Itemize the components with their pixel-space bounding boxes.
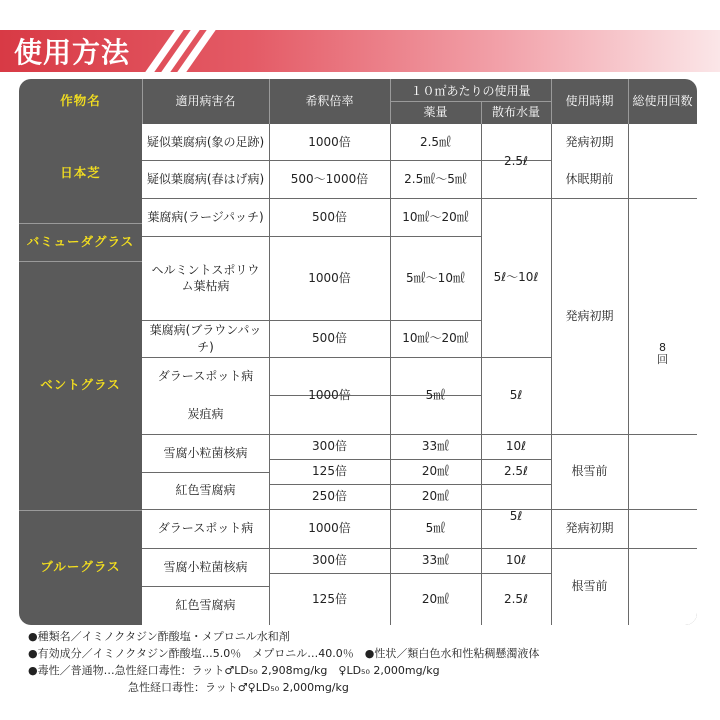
water-cell: 2.5ℓ	[503, 591, 529, 606]
chem-cell: 2.5㎖～5㎖	[404, 171, 467, 186]
title-banner	[0, 30, 720, 72]
disease-cell: 雪腐小粒菌核病	[163, 445, 248, 460]
disease-cell: 紅色雪腐病	[175, 598, 236, 613]
disease-cell: 疑似葉腐病(春はげ病)	[146, 171, 265, 186]
chem-cell: 20㎖	[421, 464, 450, 479]
disease-cell: 葉腐病(ラージパッチ)	[147, 209, 264, 224]
disease-cell: 炭疽病	[187, 407, 224, 422]
product-notes	[28, 628, 539, 696]
chem-cell: 20㎖	[421, 489, 450, 504]
header-divider	[390, 101, 551, 102]
timing-cell: 発病初期	[565, 134, 614, 149]
note-type: ●種類名／イミノクタジン酢酸塩・メプロニル水和剤	[28, 630, 290, 643]
header-divider	[551, 79, 552, 124]
disease-cell: ヘルミントスポリウム葉枯病	[151, 262, 260, 293]
total-uses-cell	[628, 124, 697, 584]
disease-cell: 疑似葉腐病(象の足跡)	[146, 134, 265, 149]
dilution-cell: 1000倍	[308, 388, 351, 403]
dilution-cell: 300倍	[312, 553, 347, 568]
header-disease: 適用病害名	[175, 94, 236, 109]
chem-cell: 20㎖	[421, 591, 450, 606]
dilution-cell: 1000倍	[308, 134, 351, 149]
note-ingredients: ●有効成分／イミノクタジン酢酸塩…5.0％ メプロニル…40.0％ ●性状／類白色水和性粘稠懸濁液体	[28, 647, 540, 660]
water-cell: 10ℓ	[505, 553, 527, 568]
dilution-cell: 125倍	[312, 591, 347, 606]
dilution-cell: 300倍	[312, 439, 347, 454]
crop-divider	[19, 261, 142, 262]
dilution-cell: 1000倍	[308, 521, 351, 536]
timing-cell: 根雪前	[571, 579, 608, 594]
header-total: 総使用回数	[632, 94, 693, 109]
usage-table	[19, 79, 697, 625]
note-toxicity-2: 急性経口毒性：ラット♂♀LD₅₀ 2,000mg/kg	[128, 681, 349, 694]
timing-cell: 発病初期	[565, 521, 614, 536]
timing-cell: 休眠期前	[565, 171, 614, 186]
header-timing: 使用時期	[565, 94, 614, 109]
header-per-10sqm: １０㎡あたりの使用量	[410, 83, 531, 98]
water-cell: 2.5ℓ	[503, 153, 529, 168]
header-dilution: 希釈倍率	[305, 94, 354, 109]
total-uses-number: 8	[659, 341, 666, 355]
chem-cell: 5㎖～10㎖	[406, 270, 465, 285]
disease-cell: 紅色雪腐病	[175, 483, 236, 498]
water-cell: 5ℓ	[509, 508, 523, 523]
water-cell: 5ℓ	[509, 388, 523, 403]
page-title: 使用方法	[14, 36, 131, 69]
chem-cell: 5㎖	[425, 521, 446, 536]
header-divider	[269, 79, 270, 124]
disease-cell: ダラースポット病	[157, 368, 254, 383]
table-body	[142, 124, 697, 625]
crop-nihon-shiba: 日本芝	[60, 165, 101, 181]
chem-cell: 33㎖	[421, 553, 450, 568]
total-uses-unit: 回	[657, 353, 668, 366]
crop-divider	[19, 223, 142, 224]
disease-cell: 葉腐病(ブラウンパッチ)	[149, 323, 262, 354]
chem-cell: 2.5㎖	[419, 134, 452, 149]
dilution-cell: 500倍	[312, 209, 347, 224]
crop-bluegrass: ブルーグラス	[40, 559, 121, 575]
dilution-cell: 500～1000倍	[290, 171, 369, 186]
crop-divider	[19, 510, 142, 511]
header-divider	[142, 79, 143, 124]
chem-cell: 10㎖～20㎖	[402, 209, 469, 224]
dilution-cell: 1000倍	[308, 270, 351, 285]
disease-cell: ダラースポット病	[157, 521, 254, 536]
dilution-cell: 250倍	[312, 489, 347, 504]
crop-bermudagrass: バミューダグラス	[26, 233, 135, 249]
chem-cell: 33㎖	[421, 439, 450, 454]
water-cell: 5ℓ～10ℓ	[493, 270, 539, 285]
dilution-cell: 125倍	[312, 464, 347, 479]
water-cell: 10ℓ	[505, 439, 527, 454]
header-chem: 薬量	[423, 105, 448, 120]
chem-cell: 10㎖～20㎖	[402, 331, 469, 346]
timing-cell: 根雪前	[571, 464, 608, 479]
header-divider	[481, 101, 482, 124]
chem-cell: 5㎖	[425, 388, 446, 403]
note-toxicity: ●毒性／普通物…急性経口毒性：ラット♂LD₅₀ 2,908mg/kg ♀LD₅₀ 2,000mg/kg	[28, 664, 440, 677]
dilution-cell: 500倍	[312, 331, 347, 346]
header-divider	[628, 79, 629, 124]
disease-cell: 雪腐小粒菌核病	[163, 559, 248, 574]
header-water: 散布水量	[491, 105, 540, 120]
header-crop: 作物名	[60, 93, 101, 109]
crop-bentgrass: ベントグラス	[40, 377, 121, 393]
water-cell: 2.5ℓ	[503, 464, 529, 479]
timing-cell: 発病初期	[565, 308, 614, 323]
